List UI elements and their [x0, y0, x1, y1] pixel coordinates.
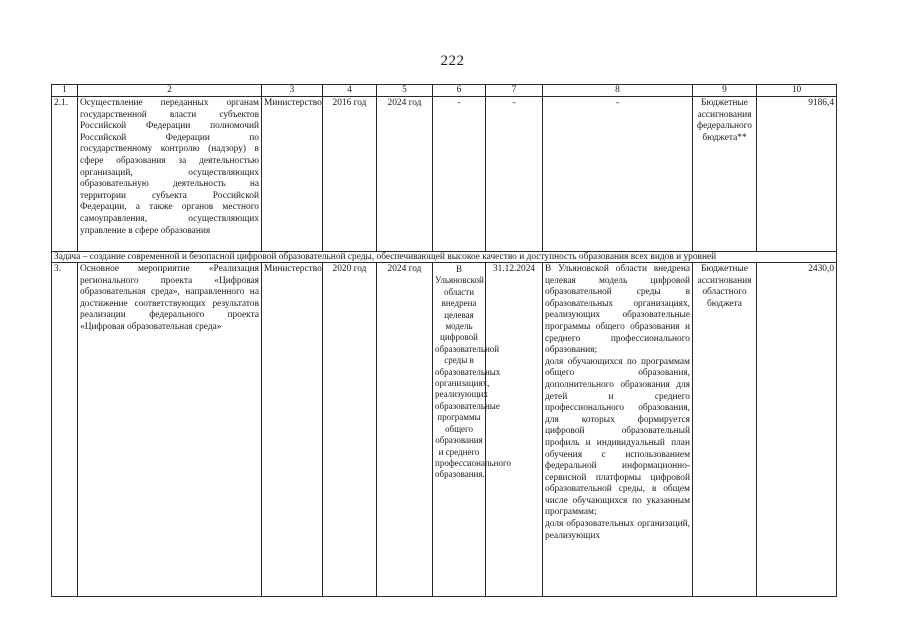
result-cell: - [433, 97, 486, 252]
column-header: 1 [52, 85, 78, 97]
end-year-cell: 2024 год [377, 263, 433, 597]
column-number-row [52, 85, 837, 97]
row-number: 2.1. [52, 97, 78, 252]
executor-cell: Министерство [262, 97, 323, 252]
task-row [52, 252, 837, 263]
column-header: 7 [486, 85, 543, 97]
measure-description: Осуществление переданных органам государственной власти субъектов Российской Федерации полномочий Российской Федерации по государственному контролю (надзору) в сфере образования за деятельностью организаций, осуществляющих образовательную деятельность на территории субъекта Российской Федерации, а также органов местного самоуправления, осуществляющих управление в сфере образования [78, 97, 262, 252]
deadline-cell: - [486, 97, 543, 252]
indicator-cell: В Ульяновской области внедрена целевая модель цифровой образовательной среды в образовательных организациях, реализующих образовательные программы общего образования и среднего профессионального образования; доля обучающихся по программам общего образования, дополнительного образования для детей и среднего профессионального образования, для которых формируется цифровой образовательный профиль и индивидуальный план обучения с использованием федеральной информационно-сервисной платформы цифровой образовательной среды, в общем числе обучающихся по указанным программам; доля образовательных организаций, реализующих [543, 263, 693, 597]
funding-source-cell: Бюджетные ассигнования федерального бюджета** [693, 97, 757, 252]
table-row [52, 263, 837, 597]
deadline-cell: 31.12.2024 [486, 263, 543, 597]
indicator-cell: - [543, 97, 693, 252]
amount-cell: 2430,0 [757, 263, 837, 597]
column-header: 5 [377, 85, 433, 97]
column-header: 4 [323, 85, 377, 97]
funding-source-cell: Бюджетные ассигнования областного бюджета [693, 263, 757, 597]
column-header: 10 [757, 85, 837, 97]
executor-cell: Министерство [262, 263, 323, 597]
task-line: Задача – создание современной и безопасной цифровой образовательной среды, обеспечивающей высокое качество и доступность образования всех видов и уровней [52, 252, 837, 263]
row-number: 3. [52, 263, 78, 597]
column-header: 2 [78, 85, 262, 97]
column-header: 9 [693, 85, 757, 97]
result-cell: В Ульяновской области внедрена целевая модель цифровой образовательной среды в образовательных организациях, реализующих образовательные программы общего образования и среднего профессионального образования. [433, 263, 486, 597]
end-year-cell: 2024 год [377, 97, 433, 252]
table-row [52, 97, 837, 252]
amount-cell: 9186,4 [757, 97, 837, 252]
column-header: 8 [543, 85, 693, 97]
measure-description: Основное мероприятие «Реализация регионального проекта «Цифровая образовательная среда», направленного на достижение соответствующих результатов реализации федерального проекта «Цифровая образовательная среда» [78, 263, 262, 597]
column-header: 6 [433, 85, 486, 97]
column-header: 3 [262, 85, 323, 97]
program-table [51, 84, 837, 597]
start-year-cell: 2020 год [323, 263, 377, 597]
start-year-cell: 2016 год [323, 97, 377, 252]
page-number: 222 [440, 53, 465, 69]
